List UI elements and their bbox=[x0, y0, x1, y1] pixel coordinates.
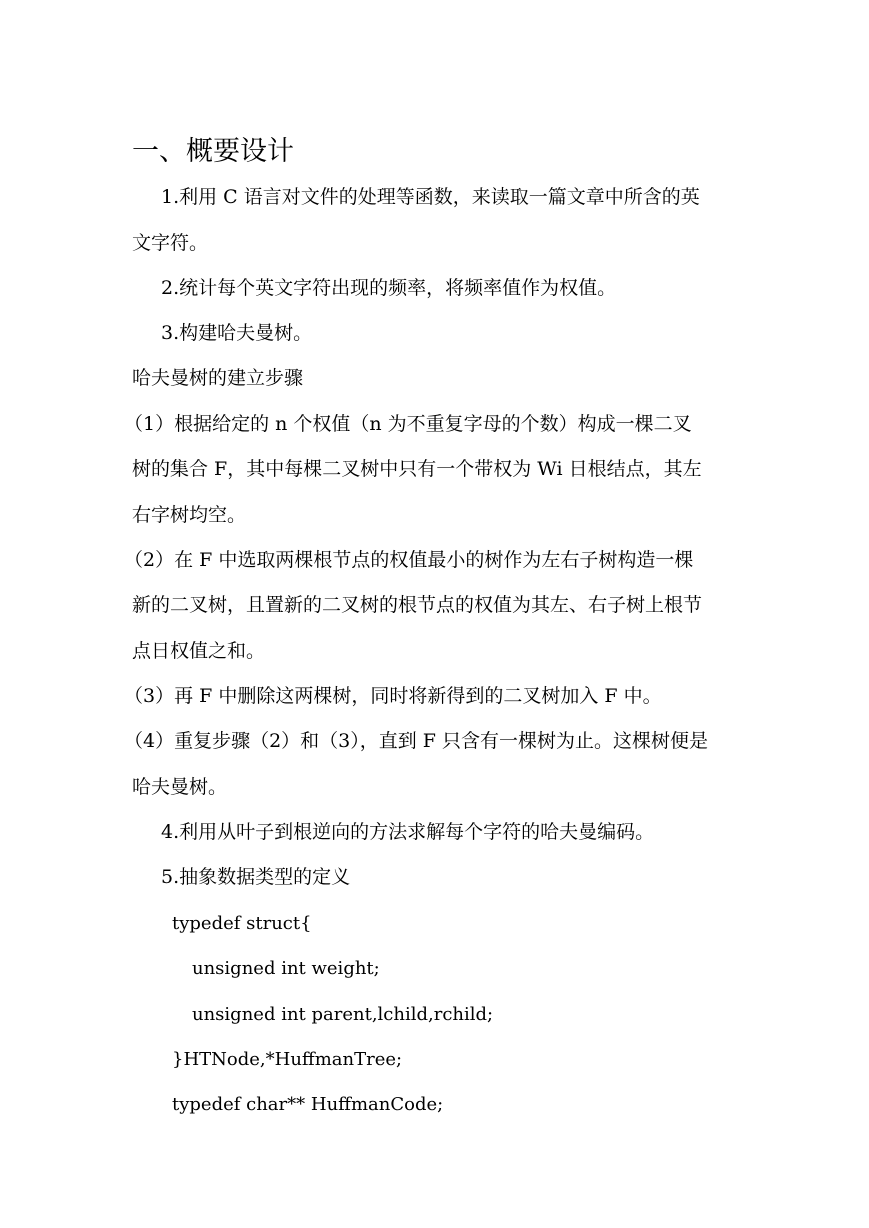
step-1-line-2: 树的集合 F，其中每棵二叉树中只有一个带权为 Wi 日根结点，其左 bbox=[132, 458, 702, 480]
item-1-line-2: 文字符。 bbox=[132, 232, 209, 254]
step-2-line-1: （2）在 F 中选取两棵根节点的权值最小的树作为左右子树构造一棵 bbox=[124, 549, 694, 571]
item-2: 2.统计每个英文字符出现的频率，将频率值作为权值。 bbox=[161, 277, 617, 299]
code-line-4: }HTNode,*HuffmanTree; bbox=[172, 1049, 403, 1070]
step-1-line-1: （1）根据给定的 n 个权值（n 为不重复字母的个数）构成一棵二叉 bbox=[124, 413, 692, 435]
code-line-3: unsigned int parent,lchild,rchild; bbox=[192, 1004, 494, 1025]
step-3: （3）再 F 中删除这两棵树，同时将新得到的二叉树加入 F 中。 bbox=[124, 685, 662, 707]
code-line-1: typedef struct{ bbox=[172, 913, 312, 934]
item-3: 3.构建哈夫曼树。 bbox=[161, 322, 313, 344]
subheading: 哈夫曼树的建立步骤 bbox=[132, 367, 304, 389]
item-1-line-1: 1.利用 C 语言对文件的处理等函数，来读取一篇文章中所含的英 bbox=[161, 186, 700, 208]
step-4-line-2: 哈夫曼树。 bbox=[132, 776, 228, 798]
code-line-2: unsigned int weight; bbox=[192, 958, 380, 979]
section-heading: 一、概要设计 bbox=[132, 136, 294, 167]
item-5: 5.抽象数据类型的定义 bbox=[161, 866, 351, 888]
step-2-line-3: 点日权值之和。 bbox=[132, 640, 266, 662]
item-4: 4.利用从叶子到根逆向的方法求解每个字符的哈夫曼编码。 bbox=[161, 821, 655, 843]
step-2-line-2: 新的二叉树，且置新的二叉树的根节点的权值为其左、右子树上根节 bbox=[132, 594, 703, 616]
step-4-line-1: （4）重复步骤（2）和（3），直到 F 只含有一棵树为止。这棵树便是 bbox=[124, 730, 709, 752]
code-line-5: typedef char** HuffmanCode; bbox=[172, 1094, 444, 1115]
step-1-line-3: 右字树均空。 bbox=[132, 504, 247, 526]
